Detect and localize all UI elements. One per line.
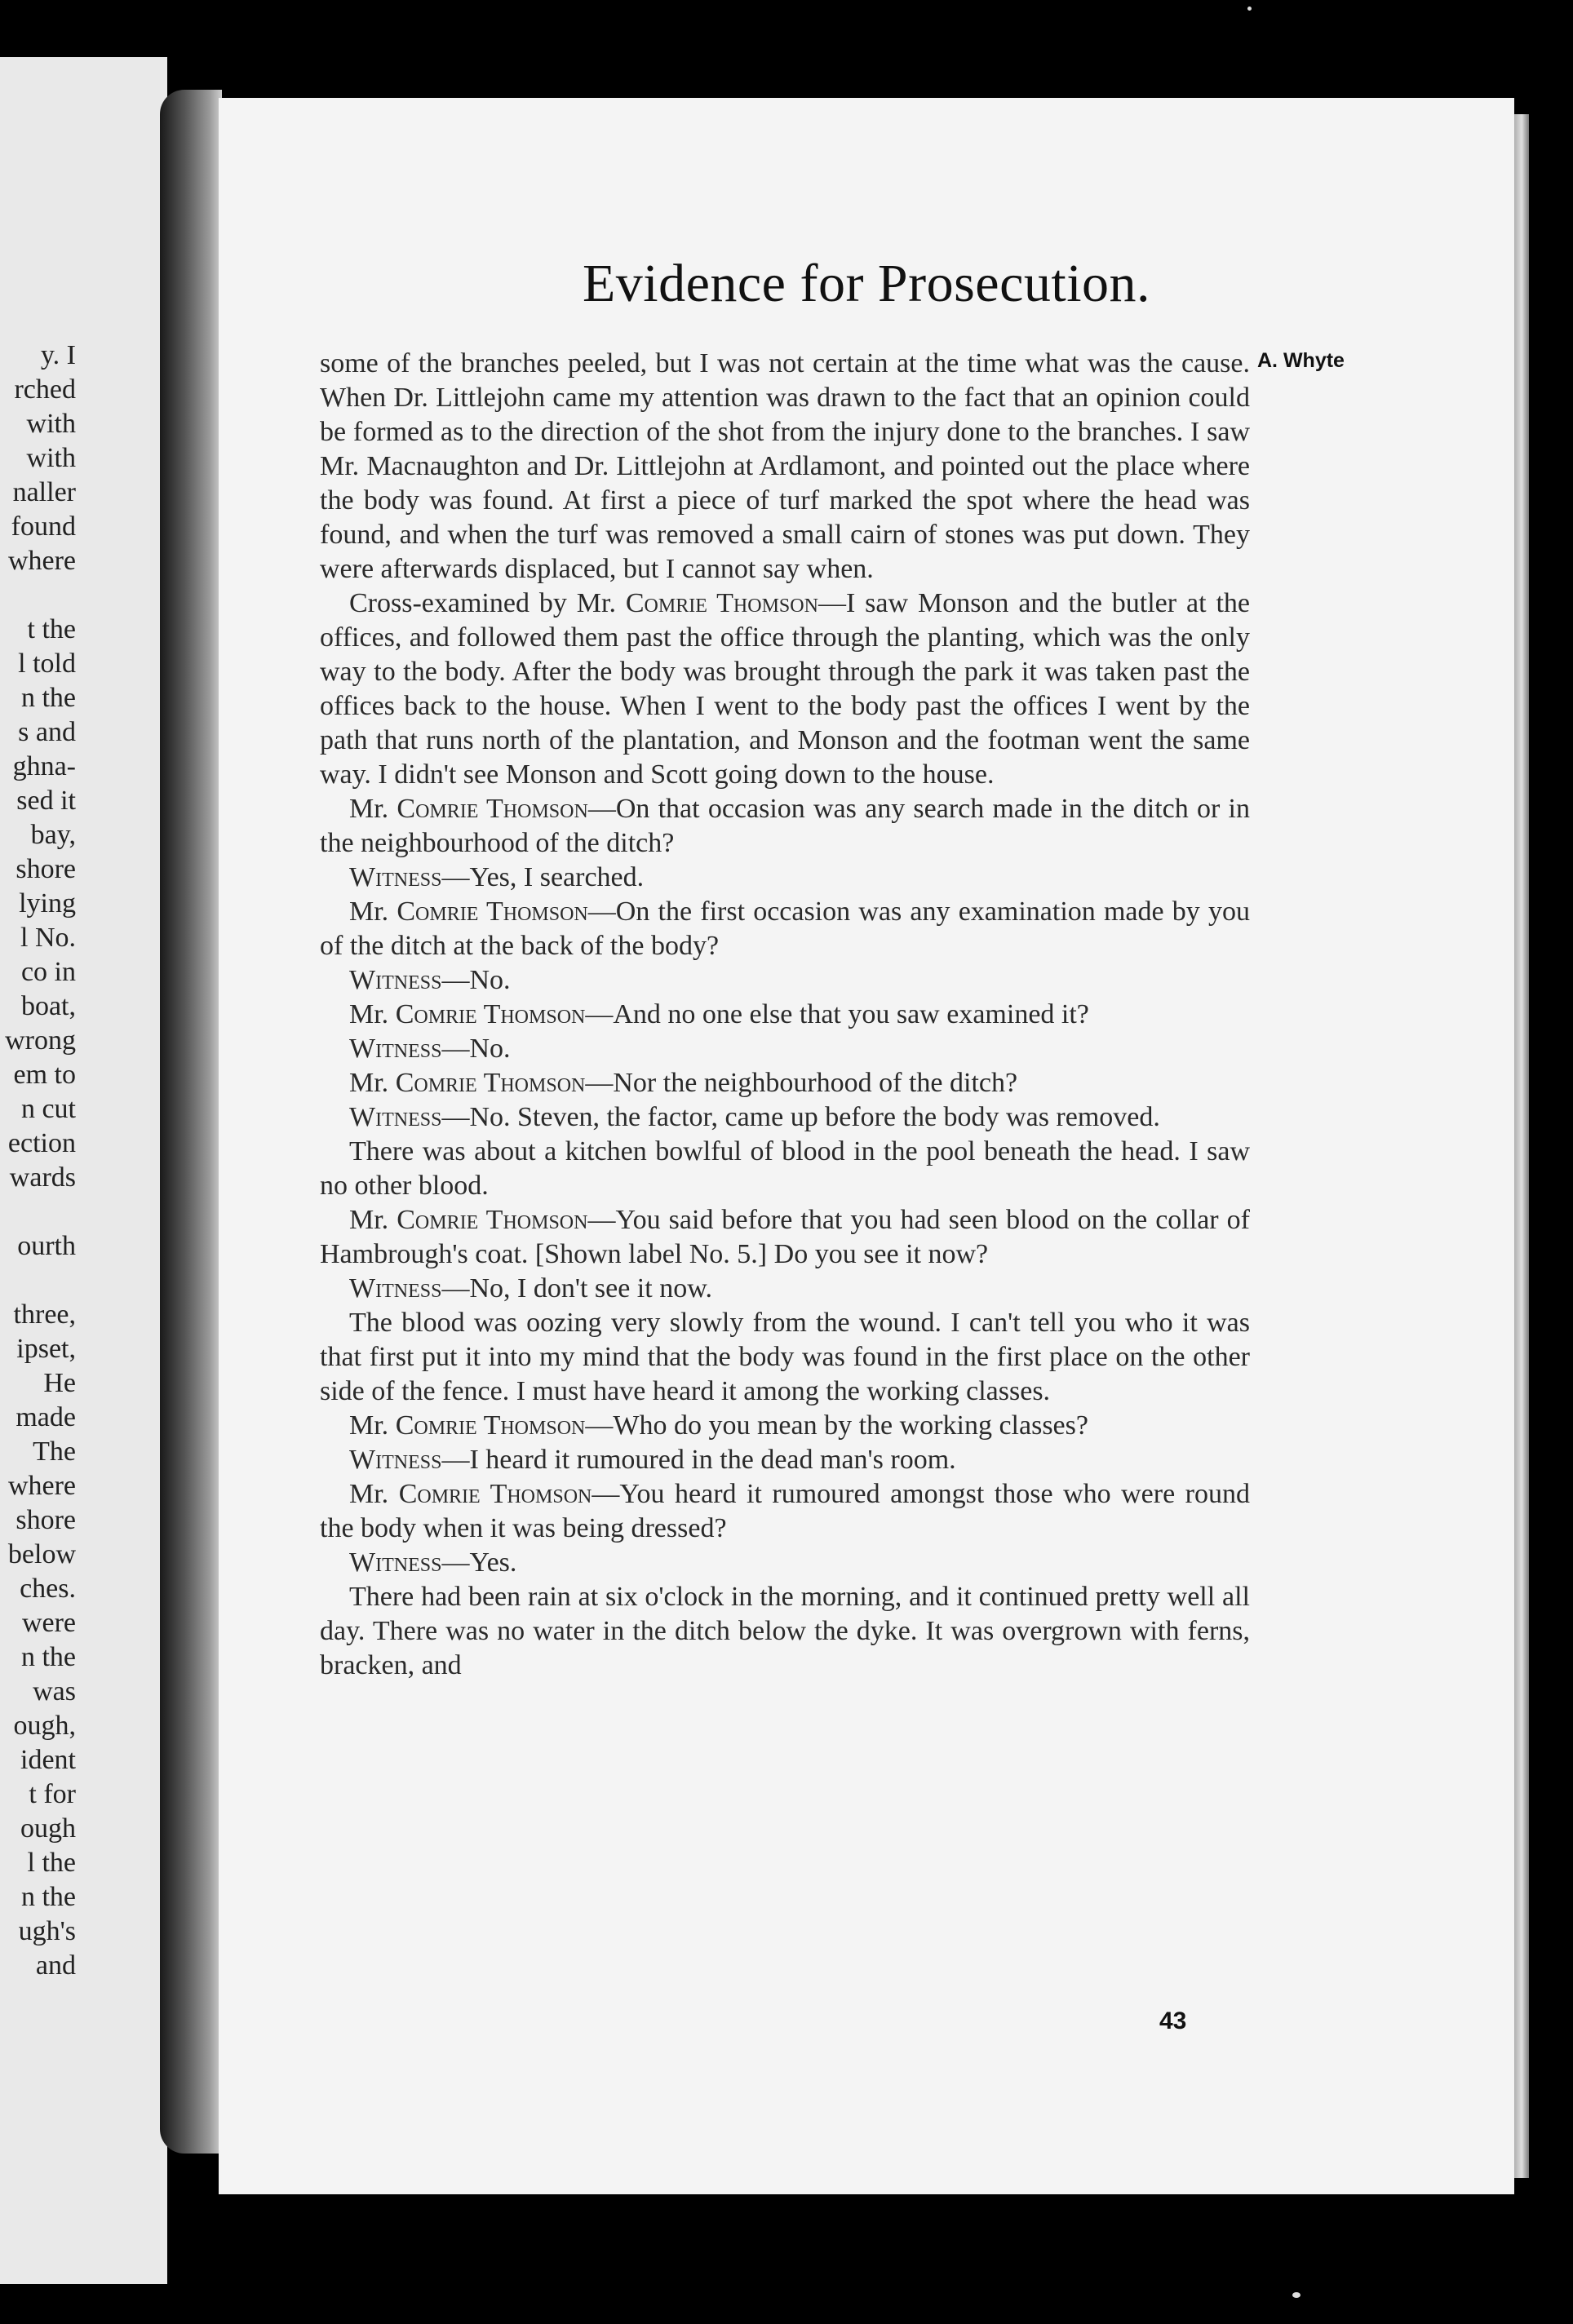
- speaker-name: Comrie Thomson: [398, 1479, 592, 1509]
- paragraph-text: —Who do you mean by the working classes?: [585, 1410, 1088, 1441]
- facing-page-line: co in: [20, 957, 76, 987]
- page-title: Evidence for Prosecution.: [582, 254, 1151, 313]
- speaker-name: Witness: [349, 1102, 442, 1132]
- facing-page-gap: [0, 1264, 76, 1298]
- facing-page-line: made: [16, 1402, 76, 1432]
- paragraph: [320, 861, 1250, 895]
- speaker-name: Witness: [349, 1273, 442, 1304]
- paragraph-text: —I heard it rumoured in the dead man's room.: [441, 1445, 956, 1475]
- paragraph-text: —On that occasion was any search made in the ditch or in the neighbourhood of the ditch?: [320, 794, 1250, 858]
- facing-page-line: ough: [20, 1813, 76, 1844]
- film-speck: [1247, 7, 1252, 11]
- facing-page-line: and: [35, 1950, 76, 1981]
- book-gutter: [160, 90, 222, 2154]
- speaker-name: Witness: [349, 862, 442, 892]
- paragraph: [320, 587, 1250, 792]
- facing-page-text: [0, 339, 76, 1983]
- facing-page-line: y. I: [40, 340, 76, 370]
- paragraph-text: —Yes.: [441, 1547, 517, 1578]
- facing-page-line: n the: [20, 683, 76, 713]
- facing-page-line: shore: [16, 1505, 76, 1535]
- paragraph-text: The blood was oozing very slowly from the wound. I can't tell you who it was that first put it into my mind that the body was found in the first place on the other side of the fence. I must have heard it among the working classes.: [320, 1308, 1250, 1406]
- paragraph-text: Mr.: [349, 896, 397, 927]
- facing-page-line: He: [43, 1368, 76, 1398]
- paragraph-text: —Yes, I searched.: [441, 862, 645, 892]
- facing-page-line: em to: [13, 1060, 76, 1090]
- speaker-name: Witness: [349, 1445, 442, 1475]
- paragraph-text: some of the branches peeled, but I was not certain at the time what was the cause. When Dr. Littlejohn came my attention was drawn to the fact that an opinion could be formed as to the direction of the shot from the injury done to the branches. I saw Mr. Macnaughton and Dr. Littlejohn at Ardlamont, and pointed out the place where the body was found. At first a piece of turf marked the spot where the head was found, and when the turf was removed a small cairn of stones was put down. They were afterwards displaced, but I cannot say when.: [320, 348, 1250, 584]
- speaker-name: Witness: [349, 965, 442, 995]
- speaker-name: Comrie Thomson: [397, 1205, 588, 1235]
- facing-page-gap: [0, 1195, 76, 1229]
- facing-page-line: where: [7, 1471, 76, 1501]
- facing-page-line: with: [26, 443, 76, 473]
- paragraph: [320, 1477, 1250, 1546]
- facing-page-line: ghna-: [12, 751, 76, 781]
- paragraph: [320, 1306, 1250, 1409]
- facing-page-line: ugh's: [18, 1916, 76, 1946]
- paragraph-text: —No. Steven, the factor, came up before the body was removed.: [441, 1102, 1160, 1132]
- page-number: 43: [1159, 2007, 1187, 2034]
- paragraph: [320, 1066, 1250, 1100]
- paragraph-text: —No.: [441, 965, 511, 995]
- facing-page-line: wrong: [5, 1025, 76, 1056]
- facing-page-line: bay,: [30, 820, 76, 850]
- facing-page-line: were: [21, 1608, 76, 1638]
- paragraph-text: —I saw Monson and the butler at the offices, and followed them past the office through the planting, which was the only way to the body. After the body was brought through the park it was taken past the offices back to the house. When I went to the body past the offices I went by the path that runs north of the plantation, and Monson and the footman went the same way. I didn't see Monson and Scott going down to the house.: [320, 588, 1250, 790]
- paragraph-text: Mr.: [349, 999, 396, 1029]
- facing-page-line: ough,: [13, 1711, 76, 1741]
- paragraph-text: —On the first occasion was any examination made by you of the ditch at the back of the body?: [320, 896, 1250, 961]
- facing-page-line: l No.: [20, 923, 76, 953]
- paragraph: [320, 792, 1250, 861]
- paragraph-text: —And no one else that you saw examined it?: [585, 999, 1089, 1029]
- facing-page-fragment: [0, 57, 167, 2284]
- speaker-name: Comrie Thomson: [395, 999, 586, 1029]
- paragraph: [320, 1203, 1250, 1272]
- paragraph-text: Mr.: [349, 794, 397, 824]
- speaker-name: Witness: [349, 1547, 442, 1578]
- film-speck: [1292, 2292, 1300, 2298]
- facing-page-line: wards: [9, 1162, 76, 1193]
- facing-page-line: ident: [20, 1745, 76, 1775]
- margin-note: A. Whyte: [1257, 349, 1345, 372]
- facing-page-line: found: [11, 511, 76, 542]
- facing-page-line: boat,: [20, 991, 76, 1021]
- facing-page-line: lying: [19, 888, 76, 919]
- facing-page-line: rched: [14, 374, 76, 405]
- facing-page-line: ection: [7, 1128, 76, 1158]
- paragraph-text: Cross-examined by Mr.: [349, 588, 626, 618]
- paragraph: [320, 1032, 1250, 1066]
- paragraph: [320, 998, 1250, 1032]
- paragraph-text: There had been rain at six o'clock in the morning, and it continued pretty well all day. There was no water in the ditch below the dyke. It was overgrown with ferns, bracken, and: [320, 1582, 1250, 1680]
- paragraph: [320, 1443, 1250, 1477]
- paragraph-text: —No.: [441, 1034, 511, 1064]
- paragraph-text: —Nor the neighbourhood of the ditch?: [585, 1068, 1018, 1098]
- speaker-name: Comrie Thomson: [397, 794, 588, 824]
- paragraph: [320, 895, 1250, 963]
- facing-page-line: ourth: [17, 1231, 76, 1261]
- facing-page-line: naller: [12, 477, 76, 507]
- facing-page-line: s and: [18, 717, 76, 747]
- paragraph-text: There was about a kitchen bowlful of blood in the pool beneath the head. I saw no other blood.: [320, 1136, 1250, 1201]
- facing-page-line: three,: [13, 1299, 76, 1330]
- facing-page-line: with: [26, 409, 76, 439]
- paragraph-text: Mr.: [349, 1205, 397, 1235]
- paragraph: [320, 1580, 1250, 1683]
- paragraph-text: Mr.: [349, 1068, 396, 1098]
- paragraph-text: —You heard it rumoured amongst those who were round the body when it was being dressed?: [320, 1479, 1250, 1543]
- facing-page-line: l the: [27, 1848, 76, 1878]
- facing-page-line: sed it: [16, 786, 76, 816]
- facing-page-line: t for: [29, 1779, 76, 1809]
- facing-page-line: ipset,: [16, 1334, 76, 1364]
- paragraph-text: —You said before that you had seen blood on the collar of Hambrough's coat. [Shown label No. 5.] Do you see it now?: [320, 1205, 1250, 1269]
- page-body: [320, 347, 1250, 1683]
- facing-page-line: n the: [20, 1882, 76, 1912]
- speaker-name: Comrie Thomson: [397, 896, 588, 927]
- facing-page-line: below: [7, 1539, 76, 1569]
- paragraph: [320, 963, 1250, 998]
- book-page: [219, 98, 1514, 2194]
- facing-page-line: The: [33, 1436, 76, 1467]
- paragraph: [320, 1100, 1250, 1135]
- facing-page-line: t the: [27, 614, 76, 644]
- facing-page-line: n cut: [20, 1094, 76, 1124]
- facing-page-line: was: [33, 1676, 76, 1706]
- facing-page-line: where: [7, 546, 76, 576]
- paragraph: [320, 1409, 1250, 1443]
- facing-page-line: shore: [16, 854, 76, 884]
- paragraph-text: —No, I don't see it now.: [441, 1273, 713, 1304]
- facing-page-line: l told: [18, 649, 76, 679]
- paragraph: [320, 1546, 1250, 1580]
- paragraph: [320, 1272, 1250, 1306]
- paragraph-text: Mr.: [349, 1410, 396, 1441]
- facing-page-line: ches.: [20, 1574, 76, 1604]
- speaker-name: Comrie Thomson: [625, 588, 818, 618]
- speaker-name: Witness: [349, 1034, 442, 1064]
- paragraph-text: Mr.: [349, 1479, 399, 1509]
- paragraph: [320, 1135, 1250, 1203]
- facing-page-gap: [0, 578, 76, 613]
- facing-page-line: n the: [20, 1642, 76, 1672]
- speaker-name: Comrie Thomson: [395, 1410, 586, 1441]
- speaker-name: Comrie Thomson: [395, 1068, 586, 1098]
- paragraph: [320, 347, 1250, 587]
